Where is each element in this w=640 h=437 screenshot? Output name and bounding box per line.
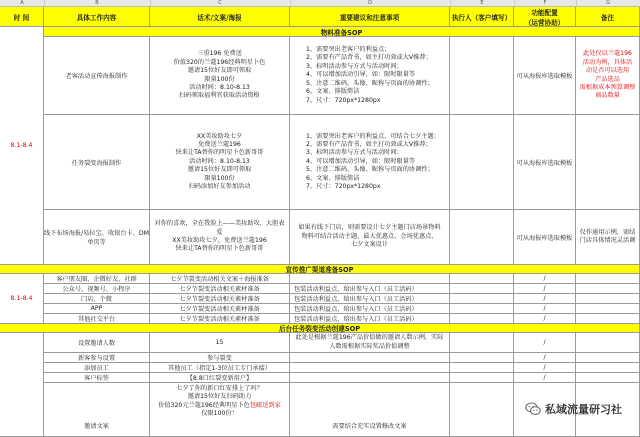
script-line: 快来让TA替你的明星卜色新哥哥 [175, 149, 264, 157]
work-cell[interactable]: 设置邀请人数 [44, 333, 150, 353]
script-line: 七夕了你的新口红安排上了吗？ [176, 385, 263, 392]
section-materials[interactable]: 物料准备SOP [44, 27, 640, 37]
script-cell[interactable] [150, 383, 290, 437]
work-cell[interactable]: 客户朋友圈、企微好友、社群 [44, 274, 150, 284]
script-line: XX美妆助攻七夕 [196, 132, 243, 140]
remark-cell[interactable] [576, 353, 640, 363]
remark-cell[interactable] [576, 115, 640, 210]
notes-cell[interactable] [290, 274, 450, 284]
script-cell[interactable]: 其他员工（指定1-3位员工专门承接） [150, 363, 290, 373]
note-line: 2、需要有产品背书，如主打功效或大V推荐； [306, 140, 432, 148]
header-executor[interactable]: 执行人（客户填写） [450, 7, 514, 27]
notes-cell[interactable]: 需要结合充实设置修改文案 [290, 383, 450, 437]
script-cell[interactable]: 七夕节裂变活动相关文案＋海报准备 [150, 274, 290, 284]
script-line: 快来让TA替你的明星卜色新哥哥 [175, 245, 264, 253]
note-line: 1、需要突出老客户的利益点； [306, 46, 391, 54]
header-remark[interactable]: 备注 [576, 7, 640, 27]
notes-cell[interactable]: 包装活动利益点，给出参与入口（员工活码） [290, 284, 450, 294]
notes-cell[interactable] [290, 37, 450, 115]
executor-cell[interactable] [450, 115, 514, 210]
note-line: 如果有线下门店，则需要设计七夕主题门店场景物料 [298, 224, 441, 232]
wechat-icon [525, 401, 541, 417]
script-highlight: 包邮送到家 [249, 401, 281, 409]
remark-cell[interactable] [576, 210, 640, 265]
note-line: 七夕文案设计 [350, 241, 389, 249]
config-cell[interactable]: / [514, 373, 576, 383]
work-cell[interactable]: 门店、个微 [44, 294, 150, 304]
notes-cell[interactable] [290, 333, 450, 353]
date-cell[interactable] [0, 333, 44, 437]
script-line: 限量100份 [204, 75, 235, 83]
config-cell[interactable]: / [514, 333, 576, 353]
note-line: 5、注意二维码、头像、昵称与页面的协调性； [306, 166, 434, 174]
remark-line: 动是否可以选用 [585, 67, 630, 75]
remark-cell[interactable] [576, 314, 640, 324]
column-letter[interactable]: D [290, 0, 451, 6]
column-letter[interactable]: A [0, 0, 45, 6]
note-line: 此处是根据兰蔻196产品价值做的邀请人数示例，实际 [295, 334, 444, 342]
note-line: 2、需要有产品背书，如主打功效或大V推荐； [306, 54, 432, 62]
remark-line: 门店具体情况灵活调 [579, 237, 636, 244]
config-cell[interactable]: / [514, 294, 576, 304]
script-line: 价值320的兰蔻196经典明星卜色 [173, 58, 266, 66]
remark-cell[interactable] [576, 363, 640, 373]
column-letter[interactable]: B [44, 0, 151, 6]
config-cell[interactable]: / [514, 363, 576, 373]
note-line: 4、可以增加活动引导，如：限时限量等 [306, 71, 416, 79]
notes-cell[interactable]: 包装活动利益点，给出参与入口（员工活码） [290, 304, 450, 314]
note-line: 3、标明活动参与方式与活动时间； [306, 62, 403, 70]
work-cell[interactable]: APP [44, 304, 150, 314]
header-time[interactable]: 时 间 [0, 7, 44, 27]
note-line: 7、尺寸：720px*1280px [306, 183, 381, 191]
script-line: 邀请15位好友即可领取 [187, 67, 252, 75]
work-cell[interactable]: 老客活动宣传海报制作 [44, 37, 150, 115]
note-line: 6、文案、排版简洁 [306, 88, 360, 96]
script-line: 爱 [216, 228, 223, 236]
remark-cell[interactable] [576, 274, 640, 284]
config-cell[interactable]: 可从海报库选取模板 [514, 37, 576, 115]
executor-cell[interactable] [450, 363, 514, 373]
script-cell[interactable]: 七夕节裂变活动相关素材准备 [150, 304, 290, 314]
notes-cell[interactable] [290, 210, 450, 265]
script-line: 仅限100份！ [201, 410, 238, 418]
executor-cell[interactable] [450, 37, 514, 115]
section-promotion[interactable]: 宣传推广渠道准备SOP [0, 265, 640, 274]
script-line: 扫码领取福利官获取活动资格 [179, 92, 260, 100]
remark-cell[interactable] [576, 304, 640, 314]
note-line: 物料可结合活动主题、最大优惠点、会场优惠点、 [301, 232, 438, 240]
work-cell[interactable]: 新客参与设置 [44, 353, 150, 363]
notes-cell[interactable] [290, 363, 450, 373]
script-cell[interactable]: 参与裂变 [150, 353, 290, 363]
script-line: 对你的喜欢，全在我脸上——美妆助攻，大胆表 [154, 220, 285, 228]
executor-cell[interactable] [450, 314, 514, 324]
header-notes[interactable]: 重要建议和注意事项 [290, 7, 450, 27]
remark-line: 商品数量 [595, 92, 620, 100]
executor-cell[interactable] [450, 294, 514, 304]
header-work[interactable]: 具体工作内容 [44, 7, 150, 27]
work-cell[interactable]: 任务裂变海报制作 [44, 115, 150, 210]
script-line: 邀请15位好友即可领取 [187, 166, 252, 174]
note-line: 7、尺寸：720px*1280px [306, 96, 381, 104]
script-line: 扫码添加好友参加活动 [188, 183, 251, 191]
script-line [158, 402, 281, 410]
remark-cell[interactable] [576, 37, 640, 115]
section-backend[interactable]: 后台任务裂变活动创建SOP [0, 324, 640, 333]
executor-cell[interactable] [450, 304, 514, 314]
watermark-text: 私域流量研习社 [545, 403, 622, 416]
note-line: 4、可以增加活动引导，如：限时限量等 [306, 157, 416, 165]
note-line: 6、文案、排版简洁 [306, 174, 360, 182]
executor-cell[interactable] [450, 210, 514, 265]
script-cell[interactable]: 【8.8口红裂变新用户】 [150, 373, 290, 383]
script-cell[interactable] [150, 37, 290, 115]
script-cell[interactable]: 七夕节裂变活动相关素材准备 [150, 314, 290, 324]
config-cell[interactable]: / [514, 353, 576, 363]
note-line: 3、标明活动参与方式与活动时间； [306, 149, 403, 157]
work-cell[interactable]: 线下布场海报/易拉宝、收银台卡、DM单页等 [44, 210, 150, 265]
script-cell[interactable] [150, 115, 290, 210]
script-line: 邀请15位好友扫码助力 [187, 393, 252, 401]
header-config[interactable]: 功能配置 （运营协助） [514, 7, 576, 27]
notes-cell[interactable] [290, 373, 450, 383]
column-letter[interactable]: G [576, 0, 640, 6]
column-letter[interactable]: E [450, 0, 515, 6]
work-cell[interactable]: 其他社交平台 [44, 314, 150, 324]
date-cell[interactable]: 8.1-8.4 [0, 274, 44, 324]
config-cell[interactable]: / [514, 304, 576, 314]
remark-cell[interactable] [576, 333, 640, 353]
script-line: XX美妆助攻七夕，免费送兰蔻196 [172, 237, 267, 244]
script-cell[interactable] [150, 210, 290, 265]
script-cell[interactable]: 七夕节裂变活动相关素材准备 [150, 294, 290, 304]
script-line: 活动时间：8.10-8.13 [189, 83, 250, 91]
notes-cell[interactable]: 包装活动利益点，给出参与入口（员工活码） [290, 314, 450, 324]
remark-cell[interactable] [576, 373, 640, 383]
notes-cell[interactable] [290, 115, 450, 210]
note-line: 5、注意二维码、头像、昵称与页面的协调性； [306, 79, 434, 87]
script-line: 活动时间：8.10-8.13 [189, 157, 250, 165]
date-cell[interactable]: 8.1-8.4 [0, 27, 44, 265]
work-cell[interactable]: 客户标签 [44, 373, 150, 383]
work-cell[interactable]: 邀请文案 [44, 383, 150, 437]
remark-line: 仅作通用示例，需结 [579, 228, 636, 236]
remark-line: 产品选品 [595, 75, 620, 83]
column-letter[interactable]: F [514, 0, 577, 6]
script-text: 价值320元兰蔻196经典明星卜色 [158, 401, 250, 409]
column-letter[interactable]: C [150, 0, 291, 6]
notes-cell[interactable]: 包装活动利益点，给出参与入口（员工活码） [290, 294, 450, 304]
script-line: 三重196 免费送 [197, 50, 242, 58]
notes-cell[interactable] [290, 353, 450, 363]
script-line: 限量100份 [204, 174, 235, 182]
executor-cell[interactable] [450, 284, 514, 294]
config-cell[interactable]: / [514, 314, 576, 324]
header-script[interactable]: 话术/文案/海报 [150, 7, 290, 27]
remark-line: 活动为例，具体活 [582, 58, 633, 66]
note-line: 人数需根据实际奖品价值调整 [329, 342, 410, 350]
remark-line: 需根据成本预算调整 [579, 83, 636, 91]
executor-cell[interactable] [450, 353, 514, 363]
config-cell[interactable]: / [514, 274, 576, 284]
remark-cell[interactable] [576, 294, 640, 304]
work-cell[interactable]: 公众号、视频号、小程序 [44, 284, 150, 294]
script-line: 免费送兰蔻196 [198, 140, 241, 148]
script-cell[interactable]: 15 [150, 333, 290, 353]
remark-line: 此处仅以兰蔻196 [583, 50, 632, 58]
column-letter-bar [0, 0, 640, 7]
executor-cell[interactable] [450, 373, 514, 383]
executor-cell[interactable] [450, 274, 514, 284]
script-cell[interactable]: 七夕节裂变活动相关素材准备 [150, 284, 290, 294]
config-cell[interactable]: 可从海报库选取模板 [514, 210, 576, 265]
config-cell[interactable]: 可从海报库选取模板 [514, 115, 576, 210]
executor-cell[interactable] [450, 333, 514, 353]
work-cell[interactable]: 添加员工 [44, 363, 150, 373]
note-line: 1、需要突出老客户的利益点，可结合七夕主题； [306, 132, 440, 140]
watermark [525, 401, 622, 417]
config-cell[interactable]: / [514, 284, 576, 294]
remark-cell[interactable] [576, 284, 640, 294]
executor-cell[interactable] [450, 383, 514, 437]
